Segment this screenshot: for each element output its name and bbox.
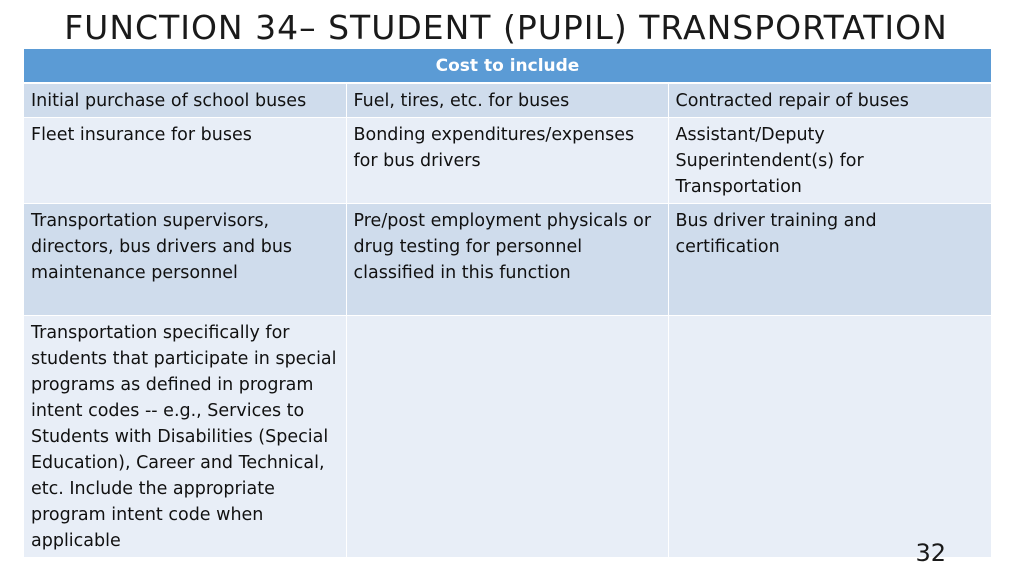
table-cell (668, 315, 991, 557)
table-row (24, 117, 991, 203)
cost-table (24, 49, 991, 558)
table-row (24, 83, 991, 117)
table-cell: Fleet insurance for buses (24, 117, 346, 203)
table-cell: Initial purchase of school buses (24, 83, 346, 117)
table-cell: Pre/post employment physicals or drug testing for personnel classified in this function (346, 203, 668, 315)
table-header-row (24, 49, 991, 83)
table-cell: Transportation specifically for students that participate in special programs as defined in program intent codes -- e.g., Services to Students with Disabilities (Special Education), Career and Technical, etc. Include the appropriate program intent code when applicable (24, 315, 346, 557)
table-cell: Bonding expenditures/expenses for bus drivers (346, 117, 668, 203)
table-cell: Assistant/Deputy Superintendent(s) for Transportation (668, 117, 991, 203)
table-header: Cost to include (24, 49, 991, 83)
table-cell: Contracted repair of buses (668, 83, 991, 117)
table-cell: Fuel, tires, etc. for buses (346, 83, 668, 117)
table-row (24, 203, 991, 315)
table-cell: Transportation supervisors, directors, bus drivers and bus maintenance personnel (24, 203, 346, 315)
table-cell (346, 315, 668, 557)
table-cell: Bus driver training and certification (668, 203, 991, 315)
table-row (24, 315, 991, 557)
slide-title: FUNCTION 34– STUDENT (PUPIL) TRANSPORTATION (64, 8, 948, 47)
page-number: 32 (915, 539, 946, 567)
